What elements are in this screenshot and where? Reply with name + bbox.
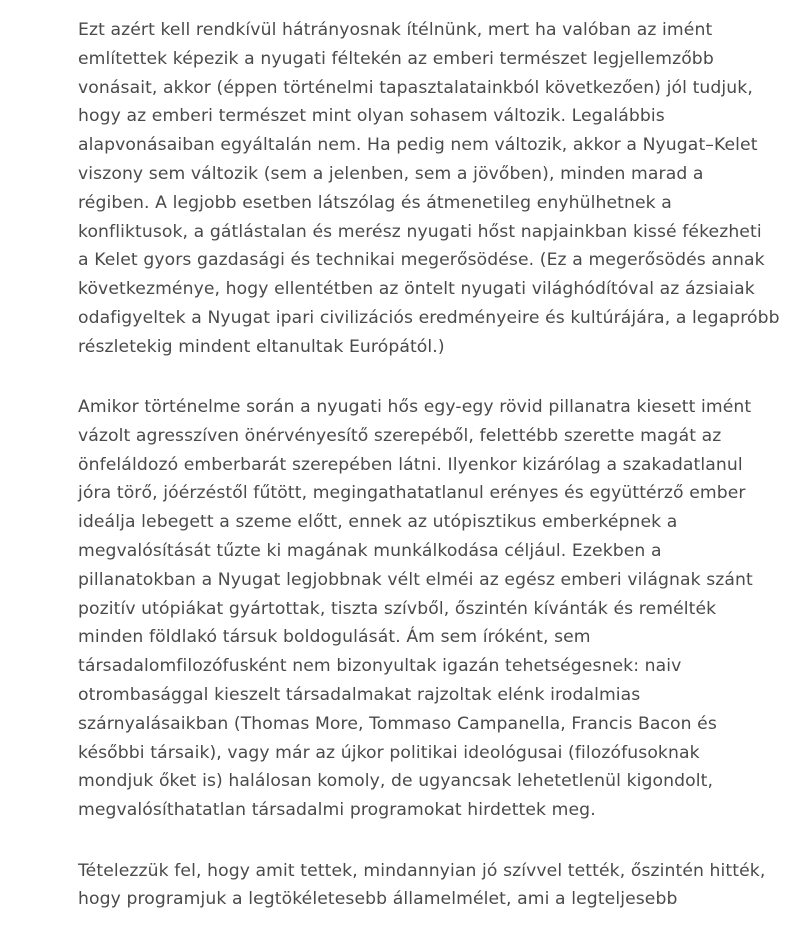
text-line: hogy az emberi természet mint olyan sohasem változik. Legalábbis (78, 106, 665, 127)
text-line: ideálja lebegett a szeme előtt, ennek az utópisztikus emberképnek a (78, 512, 678, 533)
paragraph-2 (78, 393, 778, 825)
text-line: említettek képezik a nyugati féltekén az emberi természet legjellemzőbb (78, 48, 714, 69)
text-line: későbbi társaik), vagy már az újkor politikai ideológusai (filozófusoknak (78, 742, 700, 763)
paragraph-3 (78, 857, 778, 915)
text-line: szárnyalásaikban (Thomas More, Tommaso Campanella, Francis Bacon és (78, 713, 717, 734)
text-line: társadalomfilozófusként nem bizonyultak igazán tehetségesnek: naiv (78, 656, 682, 677)
text-line: vonásait, akkor (éppen történelmi tapasztalatainkból következően) jól tudjuk, (78, 77, 753, 98)
text-line: mondjuk őket is) halálosan komoly, de ugyancsak lehetetlenül kigondolt, (78, 771, 714, 792)
text-line: odafigyeltek a Nyugat ipari civilizációs eredményeire és kultúrájára, a legapróbb (78, 307, 780, 328)
text-line: konfliktusok, a gátlástalan és merész nyugati hőst napjainkban kissé fékezheti (78, 221, 762, 242)
text-line: pillanatokban a Nyugat legjobbnak vélt elméi az egész emberi világnak szánt (78, 569, 753, 590)
text-line: alapvonásaiban egyáltalán nem. Ha pedig nem változik, akkor a Nyugat–Kelet (78, 135, 758, 156)
text-line: Ezt azért kell rendkívül hátrányosnak ítélnünk, mert ha valóban az imént (78, 20, 713, 40)
text-line: pozitív utópiákat gyártottak, tiszta szívből, őszintén kívánták és remélték (78, 598, 717, 619)
text-line: megvalósíthatatlan társadalmi programokat hirdettek meg. (78, 800, 596, 821)
article-body (78, 16, 778, 946)
text-line: a Kelet gyors gazdasági és technikai megerősödése. (Ez a megerősödés annak (78, 250, 765, 271)
text-line: otrombasággal kieszelt társadalmakat rajzoltak elénk irodalmias (78, 685, 641, 706)
text-line: vázolt agresszíven önérvényesítő szerepéből, felettébb szerette magát az (78, 425, 722, 446)
text-line: minden földlakó társuk boldogulását. Ám sem íróként, sem (78, 627, 591, 648)
text-line: megvalósítását tűzte ki magának munkálkodása céljául. Ezekben a (78, 541, 662, 562)
text-line: Amikor történelme során a nyugati hős egy-egy rövid pillanatra kiesett imént (78, 397, 752, 418)
text-line: jóra törő, jóérzéstől fűtött, megingathatatlanul erényes és együttérző ember (78, 483, 746, 504)
paragraph-1 (78, 16, 778, 362)
text-line: következménye, hogy ellentétben az öntelt nyugati világhódítóval az ázsiaiak (78, 279, 755, 300)
text-line: régiben. A legjobb esetben látszólag és átmenetileg enyhülhetnek a (78, 192, 672, 213)
text-line: viszony sem változik (sem a jelenben, sem a jövőben), minden marad a (78, 163, 704, 184)
text-line: önfeláldozó emberbarát szerepében látni. Ilyenkor kizárólag a szakadatlanul (78, 454, 743, 475)
text-line: részletekig mindent eltanultak Európától.) (78, 336, 445, 357)
text-line: hogy programjuk a legtökéletesebb államelmélet, ami a legteljesebb (78, 889, 678, 910)
text-line: Tételezzük fel, hogy amit tettek, mindannyian jó szívvel tették, őszintén hitték, (78, 860, 766, 881)
